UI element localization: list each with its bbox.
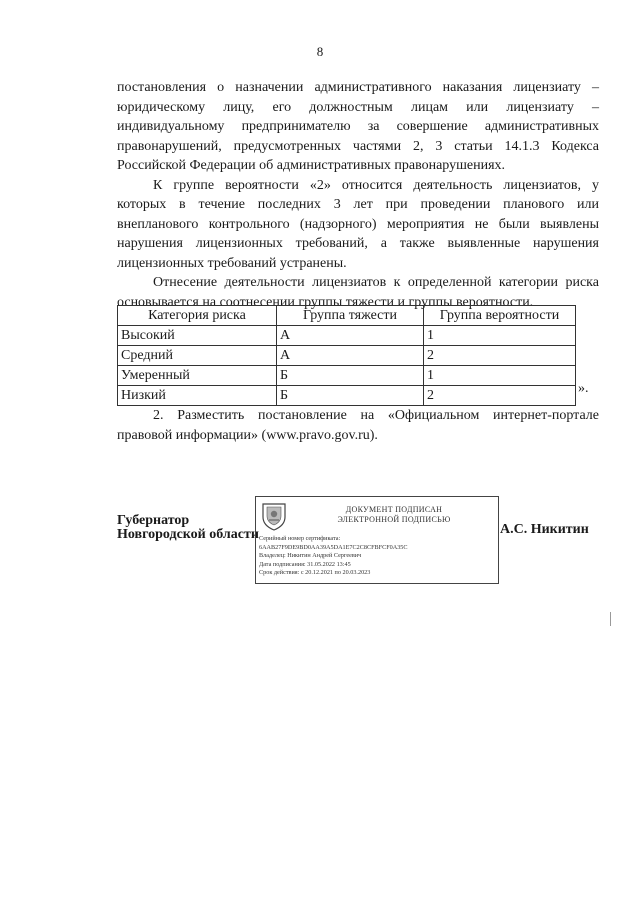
paragraph-publication: 2. Разместить постановление на «Официальном интернет-портале правовой информации» (www.pravo.gov.ru). <box>117 408 599 443</box>
stamp-title-line-2: ЭЛЕКТРОННОЙ ПОДПИСЬЮ <box>337 515 451 524</box>
table-cell: Высокий <box>118 326 277 346</box>
table-row <box>118 386 576 406</box>
position-line-2: Новгородской области <box>117 527 259 542</box>
table-header-risk-category: Категория риска <box>118 306 277 326</box>
stamp-details <box>259 535 408 578</box>
table-header-row <box>118 306 576 326</box>
table-cell: Б <box>277 386 424 406</box>
table-row <box>118 326 576 346</box>
stamp-title <box>296 505 492 525</box>
page-number: 8 <box>316 44 324 59</box>
electronic-signature-stamp <box>255 496 499 584</box>
table-cell: Б <box>277 366 424 386</box>
table-header-probability-group: Группа вероятности <box>424 306 576 326</box>
table-cell: Средний <box>118 346 277 366</box>
table-cell: 1 <box>424 366 576 386</box>
stamp-owner: Владелец: Никитин Андрей Сергеевич <box>259 552 362 560</box>
stamp-serial: 6AAB27F9DE9BD0AA39A5DA1E7C2C8CFBFCF0A35C <box>259 543 408 551</box>
table-cell: 1 <box>424 326 576 346</box>
signature-position <box>117 514 259 542</box>
paragraph-probability-group: К группе вероятности «2» относится деятельность лицензиатов, у которых в течение последних 3 лет при проведении планового или внепланового контрольного (надзорного) мероприятия не были выявлены нарушения лицензионных требований, а также выявленные нарушения лицензионных требований устранены. <box>117 177 599 271</box>
table-cell: А <box>277 346 424 366</box>
stamp-title-line-1: ДОКУМЕНТ ПОДПИСАН <box>345 505 443 514</box>
margin-mark <box>610 612 611 626</box>
table-cell: Низкий <box>118 386 277 406</box>
table-row <box>118 366 576 386</box>
table-cell: Умеренный <box>118 366 277 386</box>
table-cell: А <box>277 326 424 346</box>
closing-quote: ». <box>578 381 589 396</box>
signatory-name: А.С. Никитин <box>500 522 589 537</box>
position-line-1: Губернатор <box>117 513 190 528</box>
stamp-signed-date: Дата подписания: 31.05.2022 13:45 <box>259 560 351 568</box>
coat-of-arms-icon <box>260 501 288 531</box>
table-header-severity-group: Группа тяжести <box>277 306 424 326</box>
paragraph-risk-category: Отнесение деятельности лицензиатов к определенной категории риска основывается на соотнесении группы тяжести и группы вероятности. <box>117 275 599 310</box>
item-2 <box>117 406 599 445</box>
body-text <box>117 78 599 312</box>
risk-category-table <box>117 305 576 406</box>
table-row <box>118 346 576 366</box>
table-cell: 2 <box>424 386 576 406</box>
table-cell: 2 <box>424 346 576 366</box>
stamp-serial-label: Серийный номер сертификата: <box>259 535 341 542</box>
stamp-validity: Срок действия: с 20.12.2021 по 20.03.2023 <box>259 569 371 577</box>
paragraph-continuation: постановления о назначении административного наказания лицензиату – юридическому лицу, его должностным лицам или лицензиату – индивидуальному предпринимателю за совершение административных правонарушений, предусмотренных частями 2, 3 статьи 14.1.3 Кодекса Российской Федерации об административных правонарушениях. <box>117 80 599 173</box>
